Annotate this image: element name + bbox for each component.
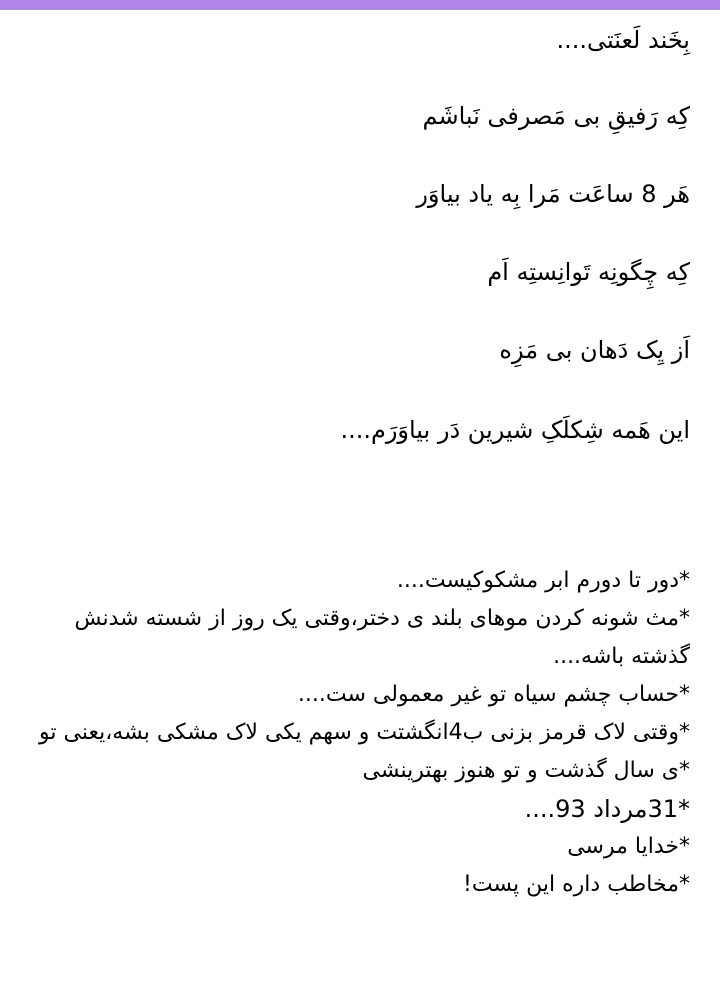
note-item-6: *31مرداد 93.... — [524, 795, 690, 823]
note-item-8: *مخاطب داره این پست! — [463, 872, 690, 897]
note-item-5: *ی سال گذشت و تو هنوز بهترینشی — [362, 758, 690, 783]
poem-line-6: این هَمه شِکلَکِ شیرین دَر بیاوَرَم.... — [340, 416, 690, 444]
poem-line-3: هَر 8 ساعَت مَرا بِه یاد بیاوَر — [416, 180, 690, 208]
note-item-4: *وقتی لاک قرمز بزنی ب4انگشتت و سهم یکی لاک مشکی بشه،یعنی تو — [39, 720, 690, 745]
top-accent-bar — [0, 0, 720, 10]
poem-line-1: بِخَند لَعنَتی.... — [556, 26, 690, 54]
poem-line-2: کِه رَفیقِ بی مَصرفی نَباشَم — [422, 102, 690, 130]
note-item-2: *مث شونه کردن موهای بلند ی دختر،وقتی یک روز از شسته شدنش گذشته باشه.... — [74, 606, 690, 669]
poem-line-5: اَز یِک دَهان بی مَزِه — [499, 336, 690, 364]
note-item-1: *دور تا دورم ابر مشکوکیست.... — [396, 568, 690, 593]
poem-line-4: کِه چِگونِه تَوانِستِه اَم — [487, 258, 690, 286]
note-item-7: *خدایا مرسی — [567, 834, 690, 859]
note-item-3: *حساب چشم سیاه تو غیر معمولی ست.... — [297, 682, 690, 707]
notes-list — [30, 562, 690, 904]
